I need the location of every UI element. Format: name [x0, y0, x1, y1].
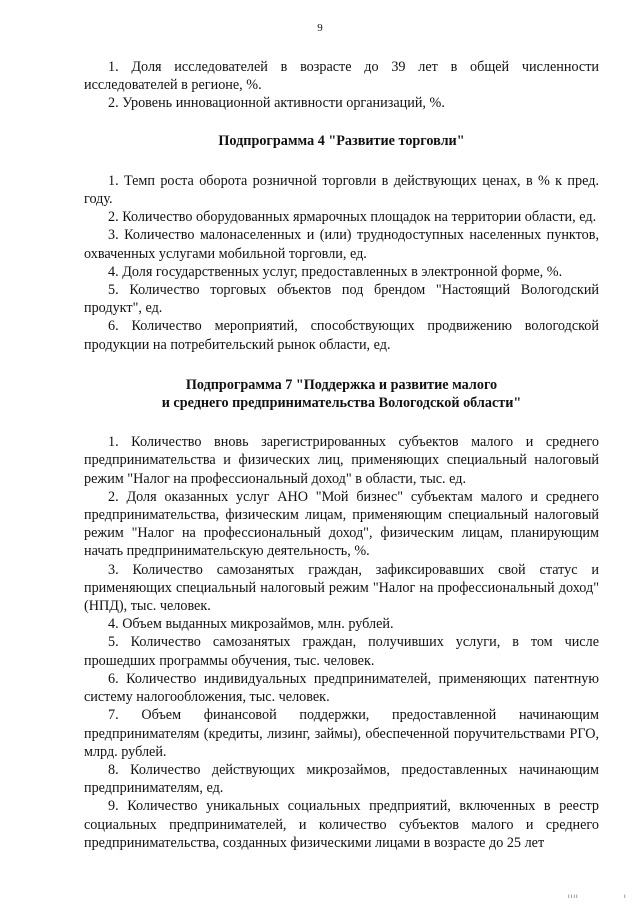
subprogram-7-heading	[84, 376, 599, 412]
intro-item: 1. Доля исследователей в возрасте до 39 лет в общей численности исследователей в регионе, %.	[84, 59, 599, 94]
subprogram-7-item: 7. Объем финансовой поддержки, предоставленной начинающим предпринимателям (кредиты, лизинг, займы), обеспеченной поручительствами РГО, млрд. рублей.	[84, 707, 599, 760]
subprogram-7-heading-line-2: и среднего предпринимательства Вологодской области"	[161, 395, 522, 412]
subprogram-4-item: 5. Количество торговых объектов под брендом "Настоящий Вологодский продукт", ед.	[84, 282, 599, 317]
subprogram-7-item: 9. Количество уникальных социальных предприятий, включенных в реестр социальных предпринимателей, и количество субъектов малого и среднего предпринимательства, созданных физическими лицами в возрасте до 25 лет	[84, 798, 599, 851]
subprogram-7-item: 3. Количество самозанятых граждан, зафиксировавших свой статус и применяющих специальный налоговый режим "Налог на профессиональный доход" (НПД), тыс. человек.	[84, 561, 599, 615]
subprogram-7-item: 8. Количество действующих микрозаймов, предоставленных начинающим предпринимателям, ед.	[84, 761, 599, 797]
subprogram-7-item: 4. Объем выданных микрозаймов, млн. рублей.	[108, 616, 394, 633]
subprogram-7-item: 2. Доля оказанных услуг АНО "Мой бизнес" субъектам малого и среднего предпринимательства, физическим лицам, применяющим специальный налоговый режим "Налог на профессиональный доход", физическим лицам, планирующим начать предпринимательскую деятельность, %.	[84, 488, 599, 560]
scan-corner-tick: ı	[624, 893, 626, 900]
subprogram-4-heading: Подпрограмма 4 "Развитие торговли"	[218, 132, 465, 149]
subprogram-4-item: 4. Доля государственных услуг, предоставленных в электронной форме, %.	[108, 263, 563, 280]
subprogram-4-item: 6. Количество мероприятий, способствующих продвижению вологодской продукции на потребительский рынок области, ед.	[84, 318, 599, 353]
page-number: 9	[317, 22, 323, 34]
scan-corner-mark: ıııı	[568, 893, 579, 900]
subprogram-7-item: 1. Количество вновь зарегистрированных субъектов малого и среднего предпринимательства и физических лиц, применяющих специальный налоговый режим "Налог на профессиональный доход" в области, тыс. ед.	[84, 434, 599, 487]
subprogram-4-item: 2. Количество оборудованных ярмарочных площадок на территории области, ед.	[108, 209, 597, 226]
intro-item: 2. Уровень инновационной активности организаций, %.	[108, 95, 445, 112]
document-body	[84, 58, 599, 852]
subprogram-4-item: 3. Количество малонаселенных и (или) труднодоступных населенных пунктов, охваченных услугами мобильной торговли, ед.	[84, 227, 599, 262]
subprogram-4-item: 1. Темп роста оборота розничной торговли в действующих ценах, в % к пред. году.	[84, 172, 599, 208]
subprogram-7-heading-line-1: Подпрограмма 7 "Поддержка и развитие малого	[185, 376, 498, 393]
subprogram-7-item: 5. Количество самозанятых граждан, получивших услуги, в том числе прошедших программы обучения, тыс. человек.	[84, 634, 599, 669]
subprogram-7-item: 6. Количество индивидуальных предпринимателей, применяющих патентную систему налогообложения, тыс. человек.	[84, 670, 599, 706]
